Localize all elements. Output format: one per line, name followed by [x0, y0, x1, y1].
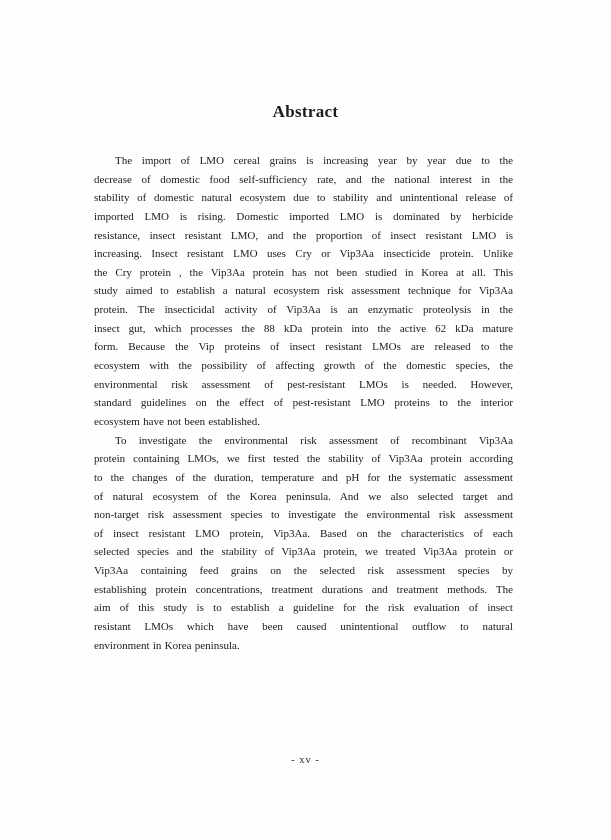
text-line: the Cry protein , the Vip3Aa protein has not been studied in Korea at all. This [94, 266, 513, 279]
text-line: selected species and the stability of Vip3Aa protein, we treated Vip3Aa protein or [94, 546, 513, 559]
paragraph [94, 432, 513, 656]
abstract-body [94, 152, 513, 655]
text-line: environment in Korea peninsula. [94, 639, 240, 652]
text-line: protein containing LMOs, we first tested the stability of Vip3Aa protein according [94, 453, 513, 466]
text-line: of natural ecosystem of the Korea peninsula. And we also selected target and [94, 490, 513, 503]
text-line: ecosystem have not been established. [94, 415, 261, 428]
text-line: stability of domestic natural ecosystem due to stability and unintentional release of [94, 192, 513, 205]
text-line: The import of LMO cereal grains is increasing year by year due to the [115, 155, 513, 167]
paragraph [94, 152, 513, 432]
text-line: protein. The insecticidal activity of Vip3Aa is an enzymatic proteolysis in the [94, 304, 513, 317]
text-line: environmental risk assessment of pest-resistant LMOs is needed. However, [94, 378, 513, 391]
text-line: ecosystem with the possibility of affecting growth of the domestic species, the [94, 360, 513, 373]
text-line: increasing. Insect resistant LMO uses Cry or Vip3Aa insecticide protein. Unlike [94, 248, 513, 261]
text-line: Vip3Aa containing feed grains on the selected risk assessment species by [94, 565, 513, 578]
page-number: - xv - [291, 755, 320, 766]
text-line: aim of this study is to establish a guideline for the risk evaluation of insect [94, 602, 513, 615]
text-line: resistance, insect resistant LMO, and the proportion of insect resistant LMO is [94, 229, 513, 242]
text-line: decrease of domestic food self-sufficiency rate, and the national interest in the [94, 173, 513, 186]
text-line: to the changes of the duration, temperature and pH for the systematic assessment [94, 471, 513, 484]
text-line: non-target risk assessment species to investigate the environmental risk assessment [94, 509, 513, 522]
text-line: standard guidelines on the effect of pest-resistant LMO proteins to the interior [94, 397, 513, 410]
text-line: imported LMO is rising. Domestic imported LMO is dominated by herbicide [94, 210, 513, 223]
text-line: form. Because the Vip proteins of insect resistant LMOs are released to the [94, 341, 513, 354]
text-line: establishing protein concentrations, treatment durations and treatment methods. The [94, 583, 513, 596]
text-line: To investigate the environmental risk assessment of recombinant Vip3Aa [115, 434, 513, 447]
text-line: insect gut, which processes the 88 kDa protein into the active 62 kDa mature [94, 322, 513, 335]
text-line: of insect resistant LMO protein, Vip3Aa. Based on the characteristics of each [94, 527, 513, 540]
text-line: study aimed to establish a natural ecosystem risk assessment technique for Vip3Aa [94, 285, 513, 298]
page-title: Abstract [272, 102, 339, 121]
text-line: resistant LMOs which have been caused unintentional outflow to natural [94, 621, 513, 634]
